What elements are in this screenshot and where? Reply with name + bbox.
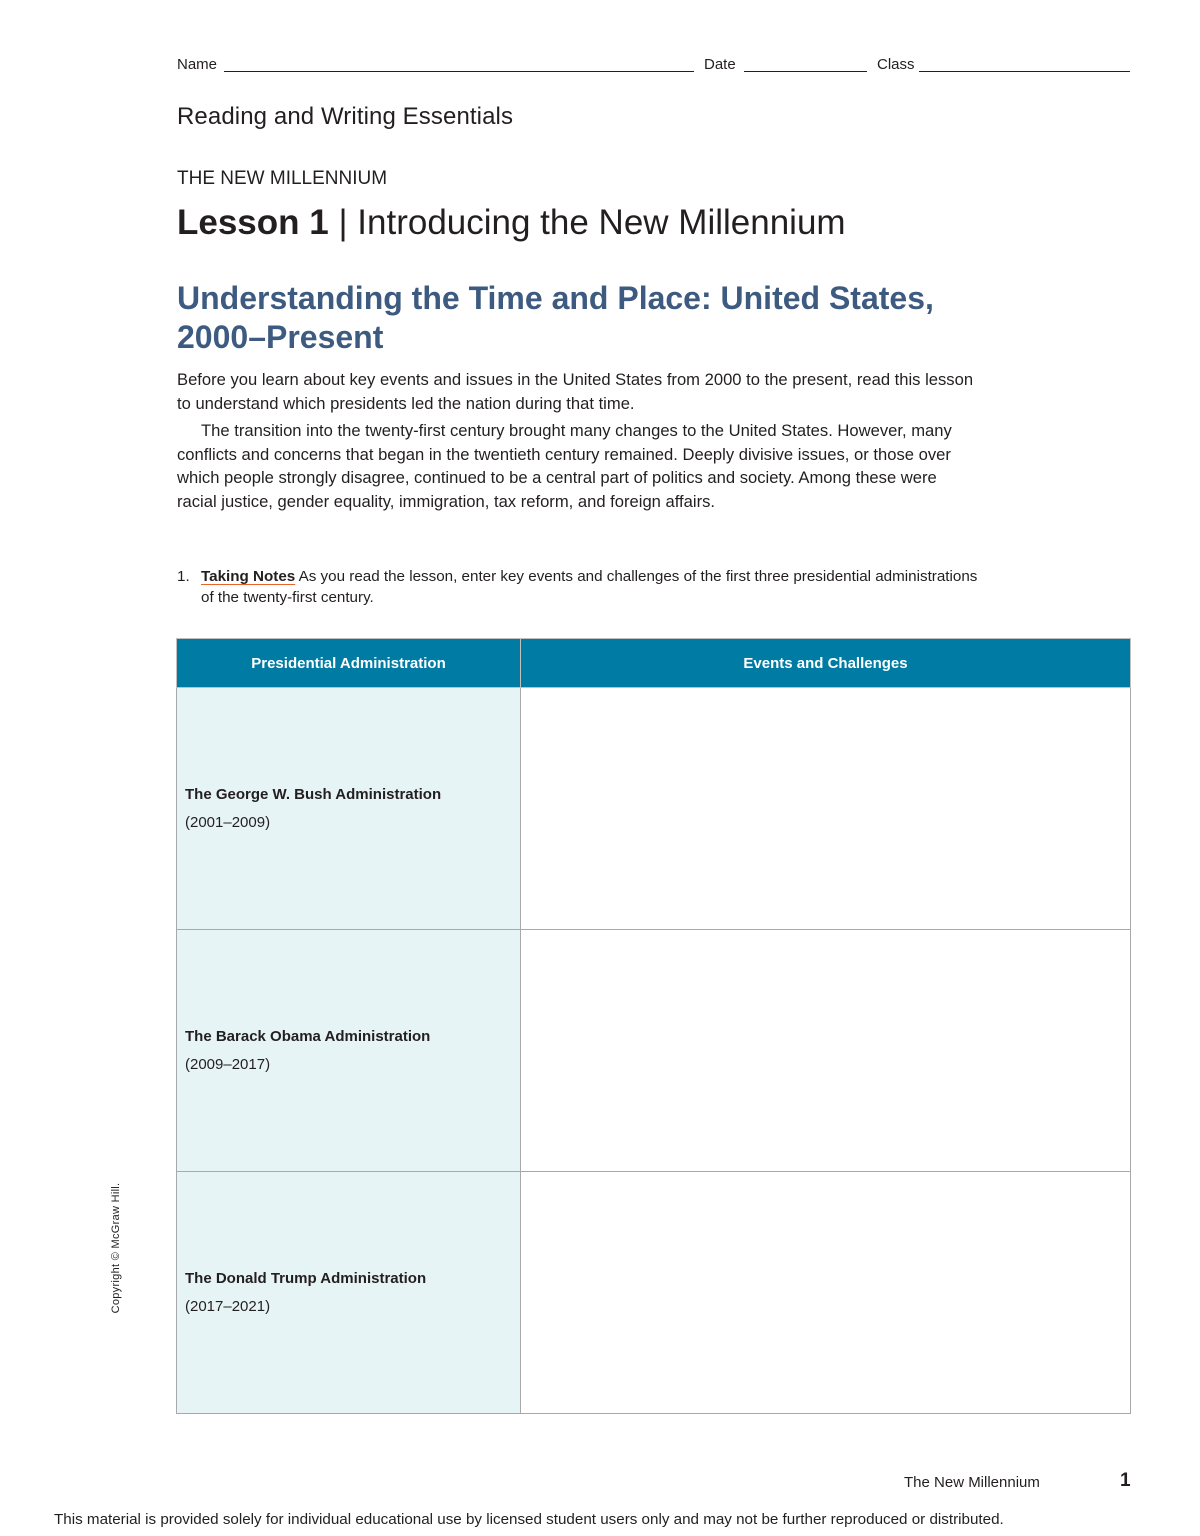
events-response-cell[interactable]	[521, 1172, 1131, 1414]
date-label: Date	[704, 56, 736, 73]
administration-cell	[177, 688, 521, 930]
administration-cell	[177, 930, 521, 1172]
usage-disclaimer: This material is provided solely for individual educational use by licensed student users only and may not be further reproduced or distributed.	[54, 1511, 1004, 1528]
intro-paragraph: Before you learn about key events and issues in the United States from 2000 to the present, read this lesson to understand which presidents led the nation during that time.	[177, 370, 974, 413]
events-response-cell[interactable]	[521, 930, 1131, 1172]
question-number: 1.	[177, 568, 190, 585]
table-row	[177, 930, 1131, 1172]
notes-table	[176, 638, 1131, 1414]
section-title: Understanding the Time and Place: United States, 2000–Present	[177, 280, 934, 355]
name-field[interactable]	[224, 71, 694, 72]
table-row	[177, 1172, 1131, 1414]
class-label: Class	[877, 56, 915, 73]
administration-cell	[177, 1172, 521, 1414]
lesson-separator: |	[328, 203, 358, 242]
administration-name: The Barack Obama Administration	[185, 1028, 431, 1045]
question-text: As you read the lesson, enter key events and challenges of the first three presidential administrations of the twenty-first century.	[201, 568, 978, 606]
administration-years: (2009–2017)	[185, 1056, 271, 1073]
table-header-row	[177, 639, 1131, 688]
table-row	[177, 688, 1131, 930]
events-response-cell[interactable]	[521, 688, 1131, 930]
class-field[interactable]	[919, 71, 1130, 72]
administration-name: The George W. Bush Administration	[185, 786, 442, 803]
name-label: Name	[177, 56, 218, 73]
administration-years: (2017–2021)	[185, 1298, 271, 1315]
series-title: Reading and Writing Essentials	[177, 103, 514, 130]
unit-title: THE NEW MILLENNIUM	[177, 168, 388, 189]
lesson-number: Lesson 1	[177, 203, 329, 242]
lesson-name: Introducing the New Millennium	[357, 203, 846, 242]
student-info-header	[177, 56, 1130, 76]
question-taking-notes	[177, 566, 987, 608]
page-number: 1	[1120, 1470, 1131, 1491]
copyright-notice: Copyright © McGraw Hill.	[110, 1182, 122, 1314]
footer-title: The New Millennium	[904, 1474, 1040, 1491]
administration-name: The Donald Trump Administration	[185, 1270, 427, 1287]
header-events-and-challenges: Events and Challenges	[521, 639, 1131, 688]
lesson-title	[177, 203, 846, 243]
question-label: Taking Notes	[201, 568, 296, 585]
body-paragraph: The transition into the twenty-first century brought many changes to the United States. However, many conflicts and concerns that began in the twentieth century remained. Deeply divisive issues, or those over which people strongly disagree, continued to be a central part of politics and society. Among these were racial justice, gender equality, immigration, tax reform, and foreign affairs.	[177, 421, 952, 511]
date-field[interactable]	[744, 71, 867, 72]
header-presidential-administration: Presidential Administration	[177, 639, 521, 688]
administration-years: (2001–2009)	[185, 814, 271, 831]
